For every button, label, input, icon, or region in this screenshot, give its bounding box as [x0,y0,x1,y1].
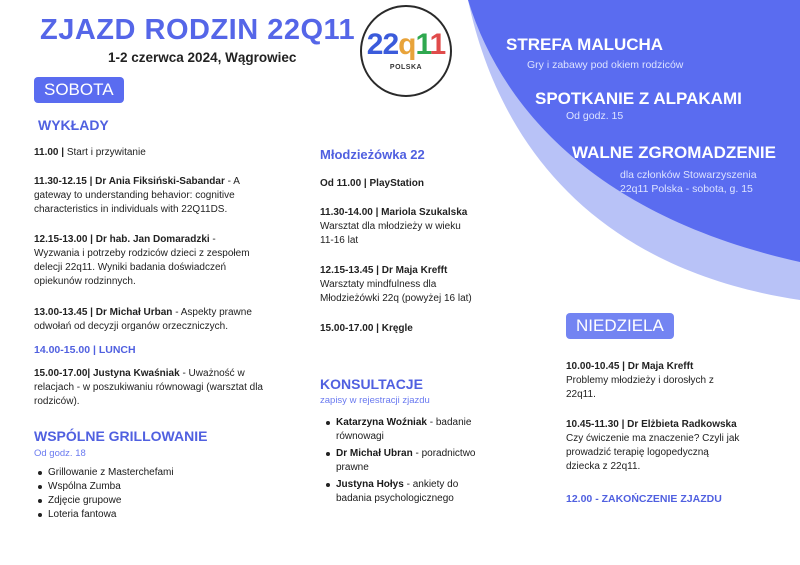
strefa-malucha-sub: Gry i zabawy pod okiem rodziców [527,59,684,71]
logo-sub-text: POLSKA [389,64,423,71]
wyklad-item: 13.00-13.45 | Dr Michał Urban - Aspekty prawne odwołań od decyzji organów orzeczniczych. [34,307,252,332]
wyklad-item: 15.00-17.00| Justyna Kwaśniak - Uważność w relacjach - w poszukiwaniu równowagi (warsztat dla rodziców). [34,368,263,407]
wyklad-item: 11.30-12.15 | Dr Ania Fiksiński-Sabandar - A gateway to understanding behavior: cognitive characteristics in individuals with 22Q11DS. [34,176,240,215]
wyklady-heading: WYKŁADY [38,117,109,133]
strefa-malucha-heading: STREFA MALUCHA [506,35,664,54]
mlodziezowka-item: 12.15-13.45 | Dr Maja Krefft Warsztaty mindfulness dla Młodzieżówki 22q (powyżej 16 lat) [320,265,472,304]
grill-heading: WSPÓLNE GRILLOWANIE [34,428,208,444]
page-title: ZJAZD RODZIN 22Q11 [40,14,356,46]
list-item: Justyna Hołys - ankiety do badania psychologicznego [324,478,524,506]
niedziela-item: 10.00-10.45 | Dr Maja Krefft Problemy młodzieży i dorosłych z 22q11. [566,361,714,400]
grill-list [36,466,174,522]
list-item: Zdjęcie grupowe [36,494,174,508]
walne-sub-line1: dla członków Stowarzyszenia [620,169,757,181]
event-date-location: 1-2 czerwca 2024, Wągrowiec [108,50,297,65]
list-item: Katarzyna Woźniak - badanie równowagi [324,416,524,444]
mlodziezowka-item: Od 11.00 | PlayStation [320,178,424,189]
konsultacje-sub: zapisy w rejestracji zjazdu [320,395,430,406]
grill-sub: Od godz. 18 [34,448,86,459]
walne-heading: WALNE ZGROMADZENIE [572,143,776,162]
konsultacje-heading: KONSULTACJE [320,376,423,392]
list-item: Wspólna Zumba [36,480,174,494]
konsultacje-list [324,416,524,509]
lunch-break: 14.00-15.00 | LUNCH [34,344,136,356]
mlodziezowka-item: 11.30-14.00 | Mariola Szukalska Warsztat dla młodzieży w wieku 11-16 lat [320,207,468,246]
logo-mark: 22q11 [366,28,446,61]
niedziela-item: 10.45-11.30 | Dr Elżbieta Radkowska Czy ćwiczenie ma znaczenie? Czyli jak prowadzić terapię logopedyczną dziecka z 22q11. [566,419,740,472]
wyklad-item: 11.00 | Start i przywitanie [34,147,146,158]
niedziela-label: NIEDZIELA [566,313,674,339]
alpaki-sub: Od godz. 15 [566,110,624,122]
logo-22q11 [360,5,452,97]
walne-sub-line2: 22q11 Polska - sobota, g. 15 [620,183,753,195]
mlodziezowka-heading: Młodzieżówka 22 [320,147,425,162]
closing-event: 12.00 - ZAKOŃCZENIE ZJAZDU [566,493,722,505]
sobota-label: SOBOTA [34,77,124,103]
list-item: Loteria fantowa [36,508,174,522]
list-item: Dr Michał Ubran - poradnictwo prawne [324,447,524,475]
list-item: Grillowanie z Masterchefami [36,466,174,480]
wyklad-item: 12.15-13.00 | Dr hab. Jan Domaradzki - Wyzwania i potrzeby rodziców dzieci z zespołem delecji 22q11. Wyniki badania doświadczeń opiekunów rodzinnych. [34,234,250,287]
mlodziezowka-item: 15.00-17.00 | Kręgle [320,323,413,334]
alpaki-heading: SPOTKANIE Z ALPAKAMI [535,89,742,108]
